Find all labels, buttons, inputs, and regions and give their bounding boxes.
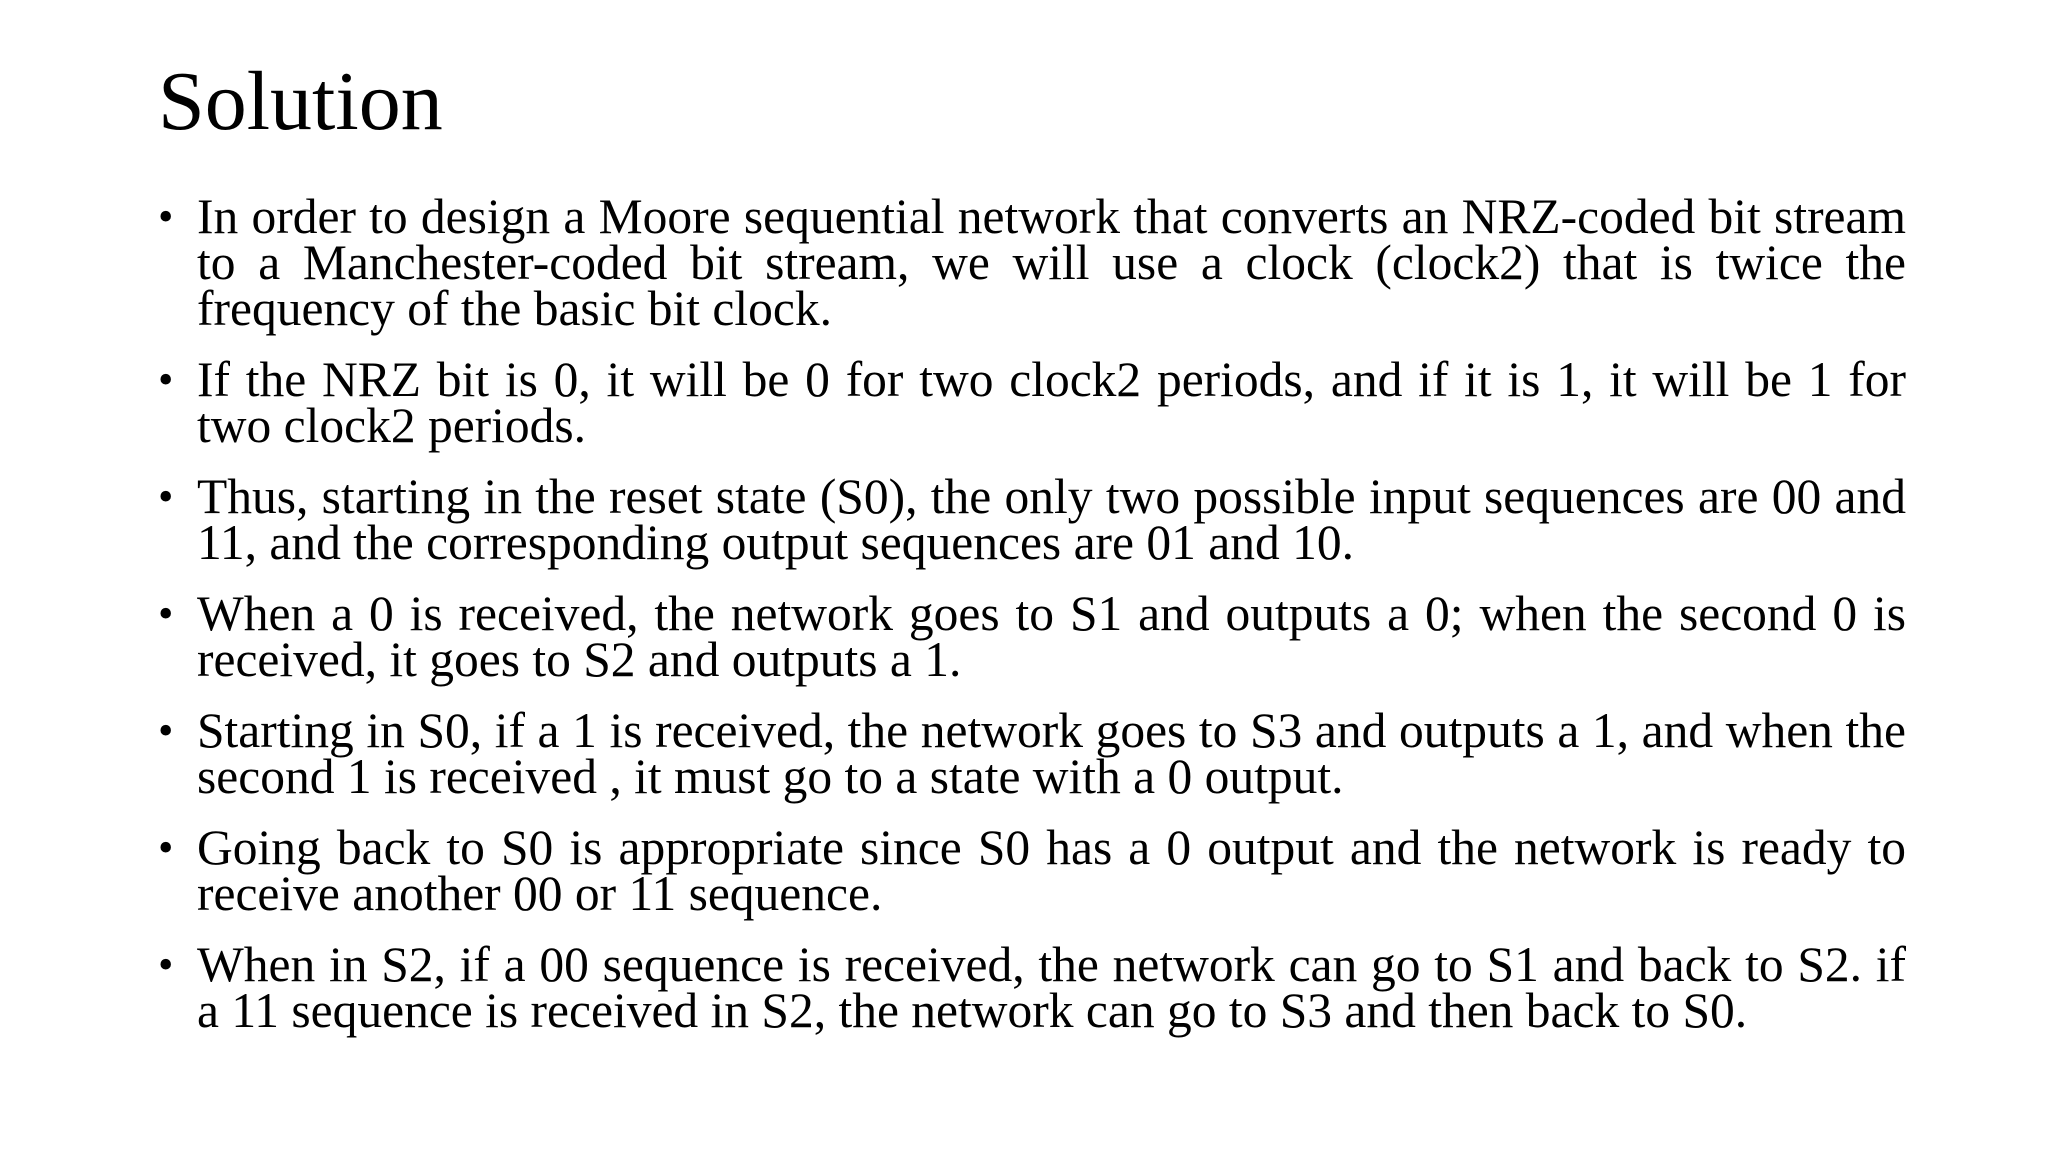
- bullet-item: [158, 189, 1906, 336]
- bullet-item: [158, 937, 1906, 1038]
- bullet-dot-icon: •: [158, 823, 174, 872]
- bullet-dot-icon: •: [158, 192, 174, 241]
- slide-title: Solution: [158, 55, 443, 148]
- bullet-dot-icon: •: [158, 706, 174, 755]
- bullet-item: [158, 586, 1906, 687]
- bullet-dot-icon: •: [158, 940, 174, 989]
- bullet-dot-icon: •: [158, 472, 174, 521]
- bullet-text: When in S2, if a 00 sequence is received, the network can go to S1 and back to S2. if a 11 sequence is received in S2, the network can go to S3 and then back to S0.: [197, 937, 1906, 1038]
- bullet-text: In order to design a Moore sequential network that converts an NRZ-coded bit stream to a Manchester-coded bit stream, we will use a clock (clock2) that is twice the frequency of the basic bit clock.: [197, 189, 1906, 336]
- bullet-item: [158, 352, 1906, 453]
- bullet-item: [158, 703, 1906, 804]
- bullet-dot-icon: •: [158, 589, 174, 638]
- bullet-item: [158, 469, 1906, 570]
- bullet-text: Going back to S0 is appropriate since S0 has a 0 output and the network is ready to receive another 00 or 11 sequence.: [197, 820, 1906, 921]
- bullet-item: [158, 820, 1906, 921]
- bullet-text: When a 0 is received, the network goes to S1 and outputs a 0; when the second 0 is received, it goes to S2 and outputs a 1.: [197, 586, 1906, 687]
- bullet-list: [158, 189, 1906, 1059]
- bullet-dot-icon: •: [158, 355, 174, 404]
- bullet-text: If the NRZ bit is 0, it will be 0 for two clock2 periods, and if it is 1, it will be 1 for two clock2 periods.: [197, 352, 1906, 453]
- bullet-text: Starting in S0, if a 1 is received, the network goes to S3 and outputs a 1, and when the second 1 is received , it must go to a state with a 0 output.: [197, 703, 1906, 804]
- bullet-text: Thus, starting in the reset state (S0), the only two possible input sequences are 00 and 11, and the corresponding output sequences are 01 and 10.: [197, 469, 1906, 570]
